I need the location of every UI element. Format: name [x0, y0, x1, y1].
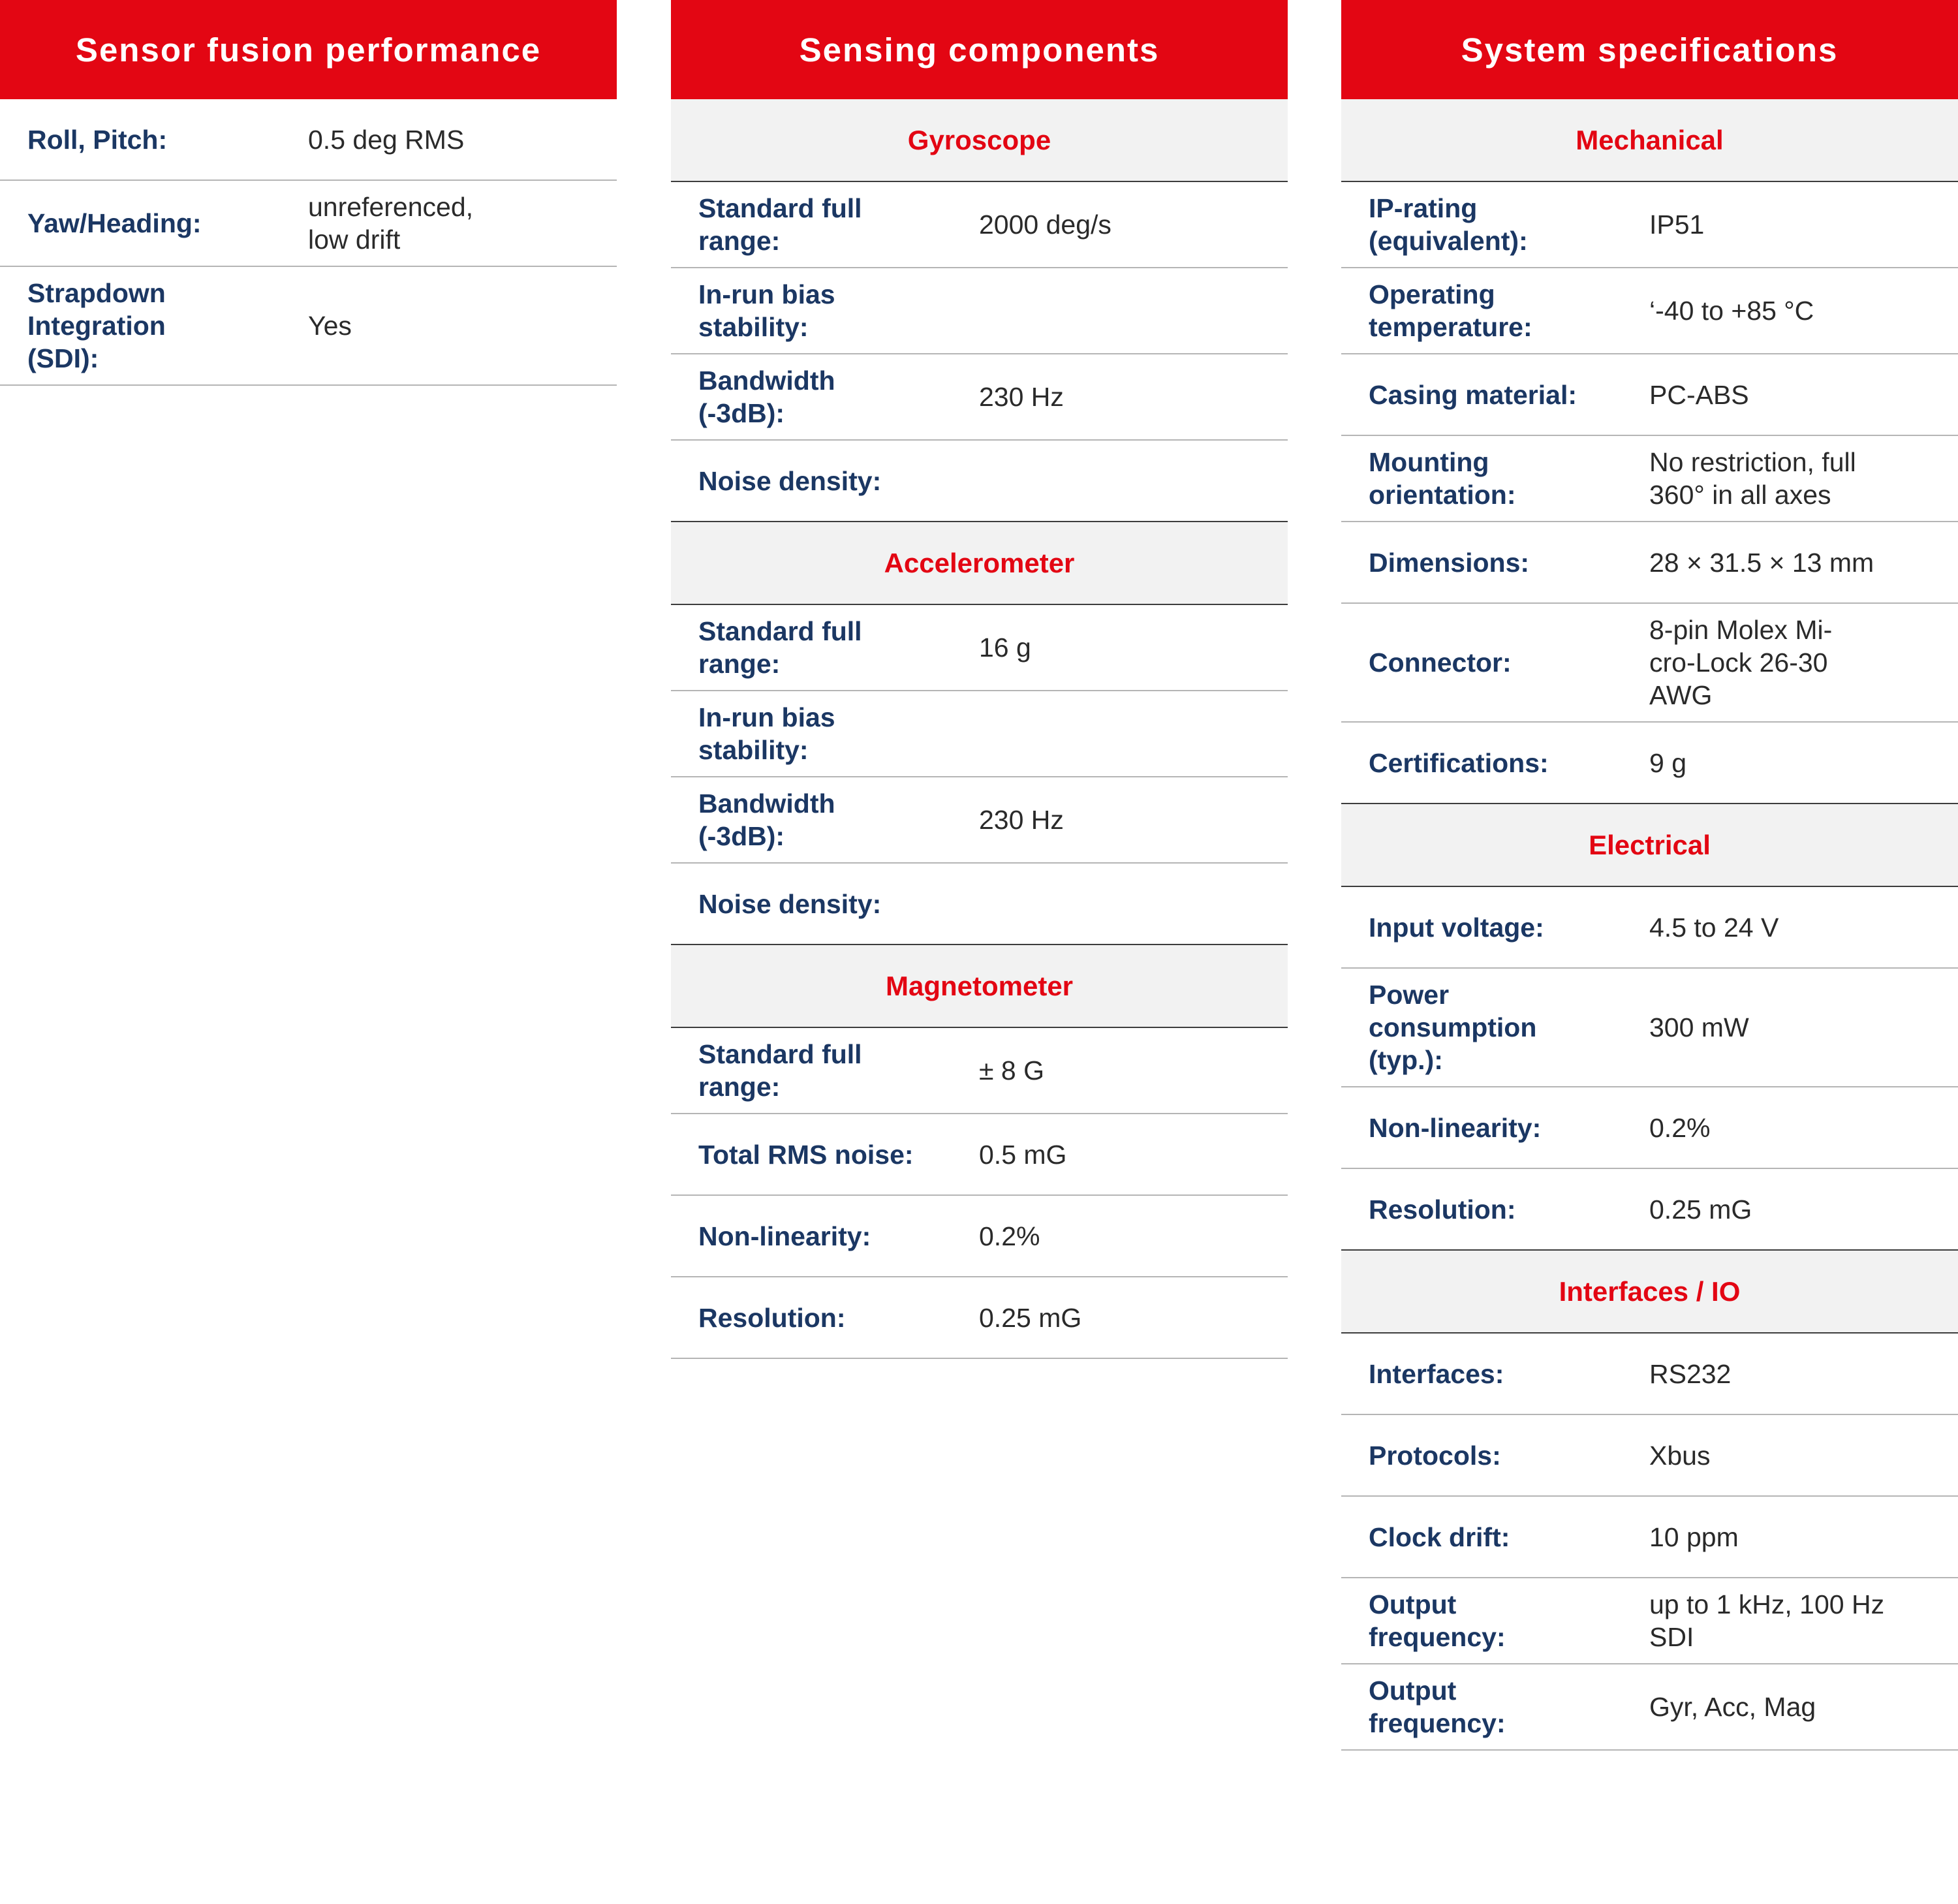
spec-label: IP-rating (equivalent): [1369, 193, 1528, 256]
spec-value: PC-ABS [1649, 379, 1749, 410]
spec-value: unreferenced, low drift [308, 192, 474, 255]
spec-row [671, 354, 1288, 441]
spec-value: 28 × 31.5 × 13 mm [1649, 547, 1874, 578]
spec-value: Yes [308, 311, 352, 341]
spec-value: 10 ppm [1649, 1522, 1739, 1552]
spec-value: No restriction, full 360° in all axes [1649, 447, 1856, 510]
magnetometer-section-title: Magnetometer [671, 945, 1288, 1028]
spec-value: 2000 deg/s [979, 210, 1111, 240]
spec-label: Operating temperature: [1369, 279, 1532, 342]
spec-label: Clock drift: [1369, 1522, 1510, 1552]
spec-label: Bandwidth (-3dB): [698, 366, 835, 428]
spec-value: 0.2% [1649, 1112, 1711, 1143]
spec-value: IP51 [1649, 210, 1705, 240]
spec-value: 9 g [1649, 747, 1686, 778]
sensing-components-header: Sensing components [671, 0, 1288, 99]
spec-row [0, 99, 617, 181]
spec-value: 0.25 mG [1649, 1194, 1752, 1225]
spec-row [1341, 1578, 1958, 1664]
spec-row [1341, 182, 1958, 268]
spec-row [0, 267, 617, 386]
spec-label: Total RMS noise: [698, 1139, 914, 1170]
spec-value: 4.5 to 24 V [1649, 912, 1779, 943]
spec-row [671, 441, 1288, 522]
spec-value: 230 Hz [979, 382, 1064, 412]
spec-value: Xbus [1649, 1440, 1711, 1471]
spec-label: Connector: [1369, 648, 1512, 678]
spec-value: 0.25 mG [979, 1302, 1082, 1333]
spec-label: Casing material: [1369, 379, 1577, 410]
spec-value: 8-pin Molex Mi- cro-Lock 26-30 AWG [1649, 615, 1833, 710]
spec-value: ‘-40 to +85 °C [1649, 296, 1814, 326]
spec-value: up to 1 kHz, 100 Hz SDI [1649, 1589, 1885, 1652]
spec-row [671, 691, 1288, 777]
spec-row [671, 1028, 1288, 1114]
spec-value: RS232 [1649, 1358, 1732, 1389]
mechanical-section-title: Mechanical [1341, 99, 1958, 182]
spec-label: Input voltage: [1369, 912, 1544, 943]
spec-row [671, 1114, 1288, 1196]
spec-label: Bandwidth (-3dB): [698, 788, 835, 851]
spec-label: Noise density: [698, 465, 882, 496]
spec-label: In-run bias stability: [698, 279, 835, 342]
sensing-components-column [671, 0, 1288, 1359]
spec-row [1341, 969, 1958, 1087]
interfaces-section-title: Interfaces / IO [1341, 1251, 1958, 1334]
spec-label: Output frequency: [1369, 1589, 1506, 1652]
spec-row [1341, 1415, 1958, 1497]
spec-row [1341, 723, 1958, 804]
spec-label: Power consumption (typ.): [1369, 980, 1537, 1075]
system-specifications-column [1341, 0, 1958, 1751]
spec-row [671, 605, 1288, 691]
sensor-fusion-column [0, 0, 617, 386]
spec-value: 16 g [979, 632, 1031, 663]
spec-row [1341, 522, 1958, 604]
spec-label: Mounting orientation: [1369, 447, 1516, 510]
spec-label: Roll, Pitch: [27, 124, 168, 155]
spec-value: 230 Hz [979, 805, 1064, 835]
spec-label: Non-linearity: [698, 1221, 871, 1251]
spec-row [1341, 887, 1958, 969]
spec-label: Protocols: [1369, 1440, 1501, 1471]
spec-label: Yaw/Heading: [27, 208, 202, 238]
spec-row [671, 864, 1288, 945]
spec-row [671, 1196, 1288, 1277]
spec-row [671, 268, 1288, 354]
spec-value: 0.5 mG [979, 1139, 1067, 1170]
spec-label: Certifications: [1369, 747, 1549, 778]
spec-row [1341, 604, 1958, 723]
spec-row [1341, 1334, 1958, 1415]
spec-label: In-run bias stability: [698, 702, 835, 765]
spec-label: Strapdown Integration (SDI): [27, 278, 166, 373]
spec-label: Standard full range: [698, 1039, 862, 1102]
spec-row [671, 182, 1288, 268]
spec-row [1341, 1087, 1958, 1169]
spec-value: 300 mW [1649, 1012, 1749, 1042]
spec-label: Resolution: [698, 1302, 846, 1333]
spec-row [1341, 354, 1958, 436]
spec-label: Standard full range: [698, 616, 862, 679]
spec-value: 0.2% [979, 1221, 1040, 1251]
spec-value: Gyr, Acc, Mag [1649, 1692, 1816, 1722]
spec-label: Noise density: [698, 888, 882, 919]
spec-row [0, 181, 617, 267]
sensor-fusion-header: Sensor fusion performance [0, 0, 617, 99]
spec-row [671, 1277, 1288, 1359]
spec-value: 0.5 deg RMS [308, 124, 465, 155]
spec-row [1341, 1497, 1958, 1578]
spec-row [1341, 1169, 1958, 1251]
spec-row [1341, 268, 1958, 354]
spec-label: Interfaces: [1369, 1358, 1504, 1389]
spec-label: Output frequency: [1369, 1676, 1506, 1738]
gyroscope-section-title: Gyroscope [671, 99, 1288, 182]
spec-row [1341, 1664, 1958, 1751]
spec-label: Standard full range: [698, 193, 862, 256]
spec-label: Dimensions: [1369, 547, 1530, 578]
system-specifications-header: System specifications [1341, 0, 1958, 99]
accelerometer-section-title: Accelerometer [671, 522, 1288, 605]
spec-label: Non-linearity: [1369, 1112, 1542, 1143]
spec-value: ± 8 G [979, 1055, 1044, 1085]
spec-row [1341, 436, 1958, 522]
spec-row [671, 777, 1288, 864]
electrical-section-title: Electrical [1341, 804, 1958, 887]
spec-label: Resolution: [1369, 1194, 1516, 1225]
